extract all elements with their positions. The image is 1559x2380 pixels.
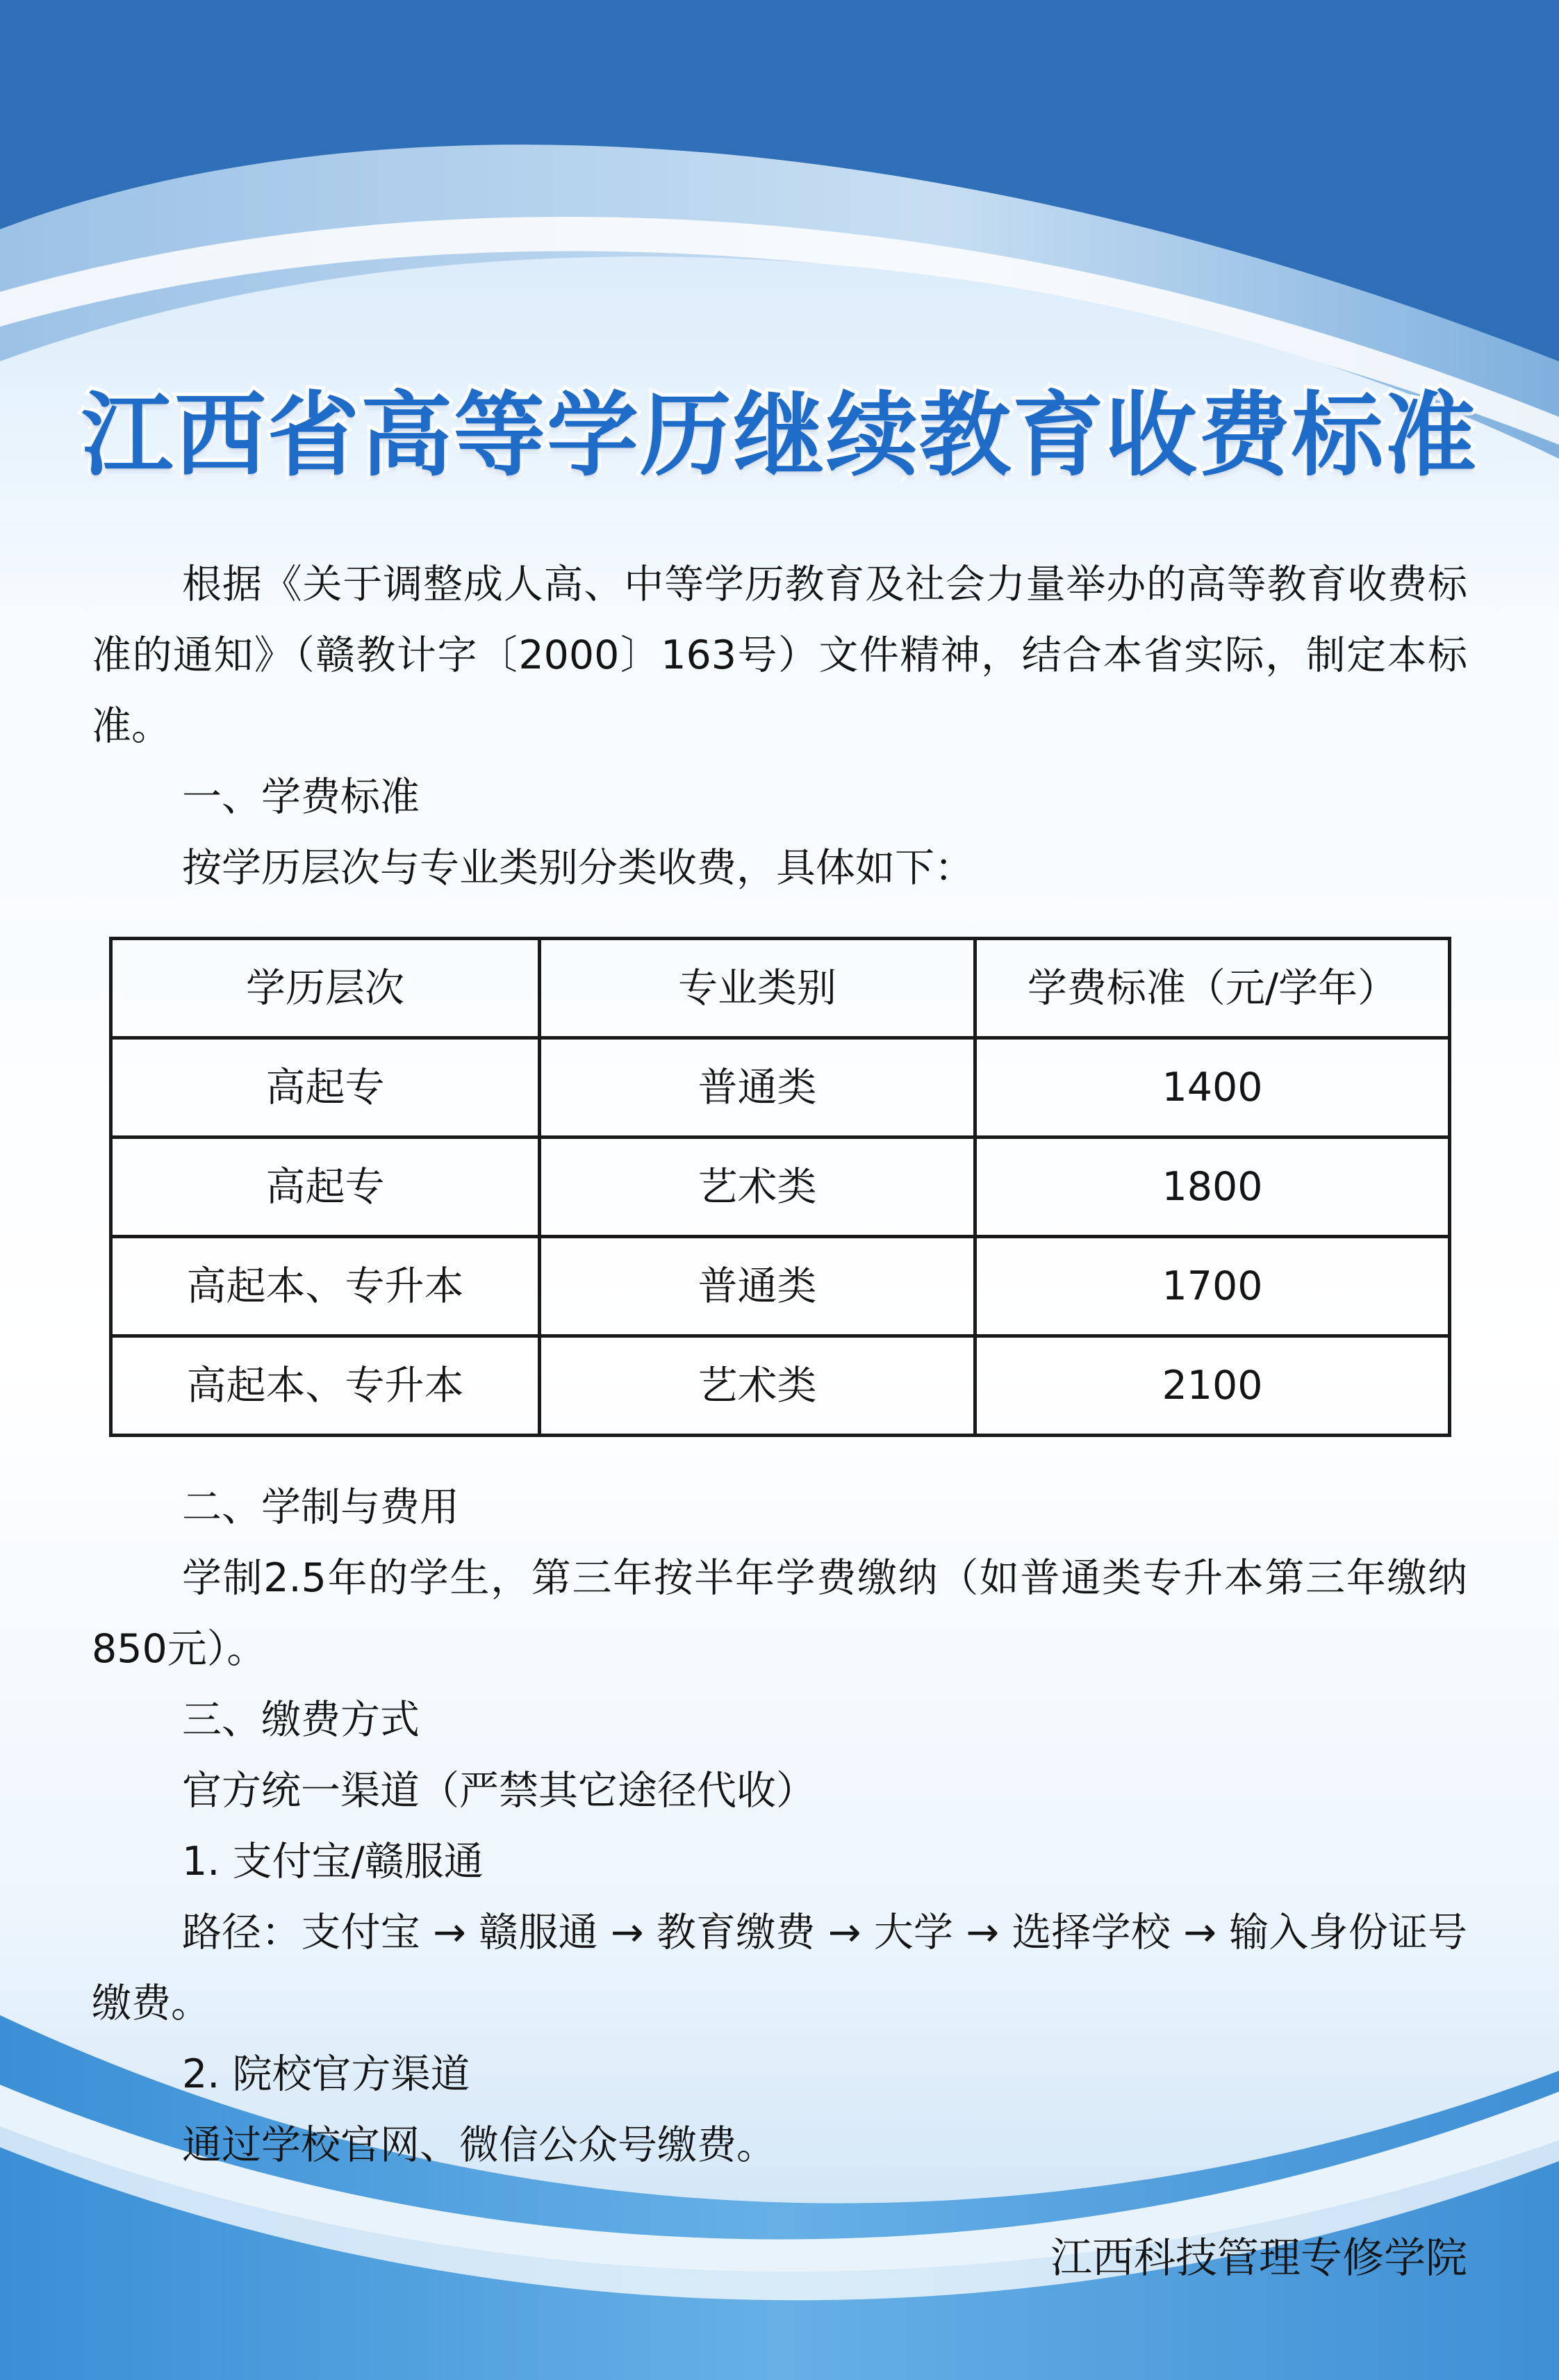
table-header-level: 学历层次 xyxy=(111,939,540,1038)
section2-heading: 二、学制与费用 xyxy=(182,1484,459,1530)
table-cell-level: 高起专 xyxy=(111,1138,540,1237)
fee-table xyxy=(109,937,1451,1437)
table-row xyxy=(111,1336,1450,1436)
table-cell-level: 高起本、专升本 xyxy=(111,1336,540,1436)
table-cell-fee: 1700 xyxy=(975,1237,1450,1336)
section2-text: 学制2.5年的学生，第三年按半年学费缴纳（如普通类专升本第三年缴纳850元）。 xyxy=(92,1555,1467,1672)
intro-paragraph: 根据《关于调整成人高、中等学历教育及社会力量举办的高等教育收费标准的通知》（赣教计字〔2000〕163号）文件精神，结合本省实际，制定本标准。 xyxy=(92,561,1467,749)
table-header-fee: 学费标准（元/学年） xyxy=(975,939,1450,1038)
section1-description: 按学历层次与专业类别分类收费，具体如下： xyxy=(182,845,974,891)
table-cell-category: 普通类 xyxy=(540,1237,975,1336)
table-cell-level: 高起本、专升本 xyxy=(111,1237,540,1336)
page-title: 江西省高等学历继续教育收费标准 xyxy=(81,382,1478,489)
table-cell-category: 普通类 xyxy=(540,1038,975,1138)
option1-title: 1. 支付宝/赣服通 xyxy=(182,1839,484,1885)
table-row xyxy=(111,1038,1450,1138)
table-cell-level: 高起专 xyxy=(111,1038,540,1138)
table-header-category: 专业类别 xyxy=(540,939,975,1038)
issuer-signature: 江西科技管理专修学院 xyxy=(1050,2234,1467,2283)
document-body xyxy=(92,549,1467,2181)
table-row xyxy=(111,1138,1450,1237)
section1-heading: 一、学费标准 xyxy=(182,774,420,820)
table-cell-fee: 2100 xyxy=(975,1336,1450,1436)
section3-heading: 三、缴费方式 xyxy=(182,1697,420,1743)
table-cell-category: 艺术类 xyxy=(540,1138,975,1237)
option1-path: 路径：支付宝 → 赣服通 → 教育缴费 → 大学 → 选择学校 → 输入身份证号缴费。 xyxy=(92,1910,1467,2026)
table-cell-category: 艺术类 xyxy=(540,1336,975,1436)
table-cell-fee: 1800 xyxy=(975,1138,1450,1237)
table-row xyxy=(111,1237,1450,1336)
option2-text: 通过学校官网、微信公众号缴费。 xyxy=(182,2122,776,2168)
table-header-row xyxy=(111,939,1450,1038)
option2-title: 2. 院校官方渠道 xyxy=(182,2051,470,2097)
table-cell-fee: 1400 xyxy=(975,1038,1450,1138)
channel-note: 官方统一渠道（严禁其它途径代收） xyxy=(182,1768,816,1814)
